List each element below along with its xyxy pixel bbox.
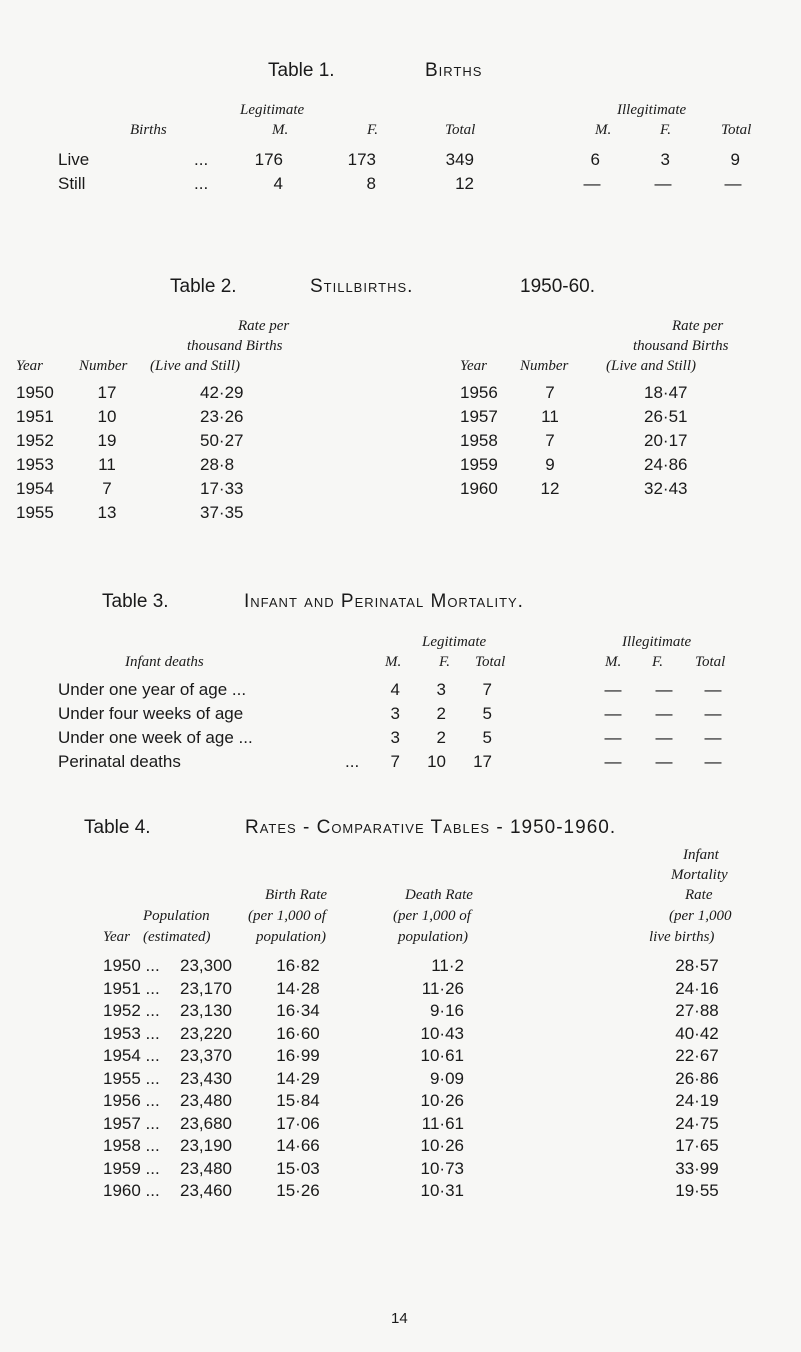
table4-header-mortality: Mortality	[671, 867, 728, 883]
table4-header-death-pop: population)	[398, 929, 468, 945]
cell-population: 23,480	[180, 1158, 232, 1178]
table3-title-name: Infant and Perinatal Mortality.	[244, 591, 524, 612]
cell-number: 7	[545, 431, 555, 450]
cell-death-rate: 10·26	[420, 1091, 464, 1110]
cell-ill-m: —	[604, 680, 622, 699]
table4-header-inf-per: (per 1,000	[669, 908, 732, 924]
cell-year: 1953	[16, 455, 54, 474]
cell-f: 10	[427, 752, 446, 771]
cell-year: 1960 ...	[103, 1181, 160, 1200]
cell-ill-m: 6	[590, 150, 600, 169]
row-label: Perinatal deaths	[58, 752, 181, 771]
table3-header-ill-f: F.	[652, 654, 663, 670]
table2-title-label: Table 2.	[170, 276, 237, 297]
cell-number: 13	[97, 503, 117, 522]
cell-year: 1959 ...	[103, 1158, 160, 1178]
row-label: Live	[58, 150, 90, 169]
cell-ill-total: —	[704, 704, 722, 723]
table3-header-legitimate: Legitimate	[422, 634, 487, 650]
table4-header-birth-per: (per 1,000 of	[248, 908, 326, 924]
cell-year: 1957 ...	[103, 1113, 160, 1133]
cell-population: 23,680	[180, 1113, 232, 1133]
cell-birth-rate: 14·29	[276, 1068, 320, 1088]
row-label: Under one year of age ...	[58, 680, 247, 699]
cell-population: 23,170	[180, 978, 232, 998]
cell-number: 11	[98, 455, 116, 474]
cell-f: 173	[347, 150, 376, 169]
table4-header-infant: Infant	[683, 847, 719, 863]
cell-f: 8	[366, 174, 376, 193]
cell-birth-rate: 17·06	[276, 1113, 320, 1133]
table1-header-births: Births	[130, 122, 167, 138]
cell-ill-m: —	[583, 174, 601, 193]
cell-number: 11	[541, 407, 559, 426]
cell-infant-rate: 40·42	[675, 1023, 719, 1043]
cell-rate: 42·29	[200, 383, 244, 402]
cell-number: 10	[97, 407, 117, 426]
cell-year: 1952	[16, 431, 54, 450]
cell-infant-rate: 28·57	[675, 956, 719, 975]
cell-birth-rate: 16·34	[276, 1001, 320, 1020]
cell-ill-f: —	[655, 728, 673, 747]
cell-population: 23,480	[180, 1091, 232, 1110]
cell-death-rate: 9·09	[429, 1068, 464, 1088]
cell-number: 17	[97, 383, 117, 402]
cell-infant-rate: 24·16	[675, 978, 719, 998]
cell-number: 7	[102, 479, 112, 498]
cell-total: 349	[445, 150, 474, 169]
cell-birth-rate: 15·84	[276, 1091, 320, 1110]
cell-year: 1959	[460, 455, 498, 474]
table4-header-death-rate: Death Rate	[405, 887, 473, 903]
cell-population: 23,300	[180, 956, 232, 975]
row-label: Under four weeks of age	[58, 704, 244, 723]
cell-infant-rate: 24·75	[675, 1113, 719, 1133]
table1-header-m: M.	[272, 122, 289, 138]
cell-ill-total: —	[704, 680, 722, 699]
cell-rate: 24·86	[644, 455, 688, 474]
cell-rate: 18·47	[644, 383, 688, 402]
cell-ill-m: —	[604, 728, 622, 747]
cell-death-rate: 10·26	[420, 1136, 464, 1155]
cell-m: 7	[390, 752, 400, 771]
cell-infant-rate: 17·65	[675, 1136, 719, 1155]
cell-year: 1954	[16, 479, 54, 498]
cell-death-rate: 10·73	[420, 1158, 464, 1178]
cell-rate: 20·17	[644, 431, 688, 450]
cell-year: 1950 ...	[103, 956, 160, 975]
cell-death-rate: 10·31	[420, 1181, 464, 1200]
table2-header-year-left: Year	[16, 358, 43, 374]
cell-birth-rate: 16·99	[276, 1046, 320, 1065]
cell-infant-rate: 27·88	[675, 1001, 719, 1020]
cell-year: 1954 ...	[103, 1046, 160, 1065]
cell-number: 7	[545, 383, 555, 402]
cell-year: 1951	[16, 407, 54, 426]
cell-ill-total: 9	[730, 150, 740, 169]
cell-m: 176	[254, 150, 283, 169]
table3-title-label: Table 3.	[102, 591, 169, 612]
cell-year: 1958 ...	[103, 1136, 160, 1155]
table3-header-infant-deaths: Infant deaths	[125, 654, 204, 670]
table2-header-year-right: Year	[460, 358, 487, 374]
table2-header-rate-left: Rate per	[238, 318, 290, 334]
table2-header-rate-right: Rate per	[672, 318, 724, 334]
cell-death-rate: 10·43	[420, 1023, 464, 1043]
cell-year: 1955 ...	[103, 1068, 160, 1088]
table3-header-ill-total: Total	[695, 654, 726, 670]
cell-infant-rate: 26·86	[675, 1068, 719, 1088]
table4-header-birth-rate: Birth Rate	[265, 887, 328, 903]
cell-rate: 28·8	[200, 455, 235, 474]
cell-ill-f: 3	[660, 150, 670, 169]
cell-rate: 26·51	[644, 407, 688, 426]
cell-ill-total: —	[724, 174, 742, 193]
cell-infant-rate: 33·99	[675, 1158, 719, 1178]
cell-total: 5	[482, 704, 492, 723]
cell-population: 23,220	[180, 1023, 232, 1043]
table3-header-ill-m: M.	[605, 654, 622, 670]
cell-year: 1952 ...	[103, 1001, 160, 1020]
table4-header-live-births: live births)	[649, 929, 715, 945]
table3-header-illegitimate: Illegitimate	[622, 634, 692, 650]
cell-ill-m: —	[604, 704, 622, 723]
table2-header-number-right: Number	[520, 358, 569, 374]
cell-total: 12	[455, 174, 474, 193]
cell-birth-rate: 15·26	[276, 1181, 320, 1200]
cell-year: 1953 ...	[103, 1023, 160, 1043]
table4-title-name: Rates - Comparative Tables - 1950-1960.	[245, 817, 617, 838]
cell-number: 12	[540, 479, 560, 498]
table1-header-ill-total: Total	[721, 122, 752, 138]
cell-year: 1956 ...	[103, 1091, 160, 1110]
cell-f: 2	[436, 728, 446, 747]
cell-birth-rate: 16·82	[276, 956, 320, 975]
table1-header-illegitimate: Illegitimate	[617, 102, 687, 118]
cell-death-rate: 9·16	[429, 1001, 464, 1020]
cell-death-rate: 11·61	[421, 1113, 464, 1133]
table2-header-number-left: Number	[79, 358, 128, 374]
cell-m: 3	[390, 704, 400, 723]
cell-number: 9	[545, 455, 555, 474]
cell-ill-f: —	[655, 680, 673, 699]
cell-birth-rate: 14·66	[276, 1136, 320, 1155]
cell-m: 4	[390, 680, 400, 699]
table4-title-label: Table 4.	[84, 817, 151, 838]
cell-infant-rate: 19·55	[675, 1181, 719, 1200]
cell-population: 23,190	[180, 1136, 232, 1155]
table1-header-ill-f: F.	[660, 122, 671, 138]
cell-rate: 37·35	[200, 503, 244, 522]
table3-header-m: M.	[385, 654, 402, 670]
table2-title-name: Stillbirths.	[310, 276, 414, 297]
cell-population: 23,370	[180, 1046, 232, 1065]
cell-rate: 23·26	[200, 407, 244, 426]
table2-title-years: 1950-60.	[520, 276, 596, 297]
cell-number: 19	[97, 431, 117, 450]
cell-ill-total: —	[704, 752, 722, 771]
table4-header-population: Population	[143, 908, 210, 924]
cell-death-rate: 10·61	[420, 1046, 464, 1065]
table4-header-estimated: (estimated)	[143, 929, 211, 945]
cell-rate: 32·43	[644, 479, 688, 498]
table4-header-death-per: (per 1,000 of	[393, 908, 471, 924]
cell-population: 23,430	[180, 1068, 232, 1088]
table1-header-ill-m: M.	[595, 122, 612, 138]
cell-year: 1957	[460, 407, 498, 426]
table2-header-livestill-right: (Live and Still)	[606, 358, 696, 374]
table2-header-livestill-left: (Live and Still)	[150, 358, 240, 374]
cell-total: 5	[482, 728, 492, 747]
row-dots: ...	[345, 752, 360, 771]
cell-year: 1958	[460, 431, 498, 450]
cell-infant-rate: 22·67	[675, 1046, 719, 1065]
cell-total: 7	[482, 680, 492, 699]
cell-rate: 50·27	[200, 431, 244, 450]
table1-title-label: Table 1.	[268, 60, 335, 81]
cell-rate: 17·33	[200, 479, 244, 498]
cell-birth-rate: 16·60	[276, 1023, 320, 1043]
cell-population: 23,130	[180, 1001, 232, 1020]
table1-title-name: Births	[425, 60, 483, 81]
cell-ill-f: —	[655, 752, 673, 771]
cell-ill-f: —	[654, 174, 672, 193]
row-dots: ...	[194, 150, 209, 169]
cell-total: 17	[473, 752, 492, 771]
row-label: Under one week of age ...	[58, 728, 253, 747]
cell-m: 4	[273, 174, 283, 193]
cell-year: 1956	[460, 383, 498, 402]
cell-ill-m: —	[604, 752, 622, 771]
table3-header-f: F.	[439, 654, 450, 670]
cell-year: 1960	[460, 479, 498, 498]
page-number: 14	[391, 1310, 408, 1327]
cell-birth-rate: 14·28	[276, 978, 320, 998]
table4-header-birth-pop: population)	[256, 929, 326, 945]
cell-death-rate: 11·2	[431, 956, 464, 975]
cell-infant-rate: 24·19	[675, 1091, 719, 1110]
row-label: Still	[58, 174, 86, 193]
table4-header-rate: Rate	[685, 887, 713, 903]
cell-m: 3	[390, 728, 400, 747]
table1-header-legitimate: Legitimate	[240, 102, 305, 118]
cell-population: 23,460	[180, 1181, 232, 1200]
table1-header-f: F.	[367, 122, 378, 138]
cell-death-rate: 11·26	[421, 978, 464, 998]
table2-header-births-right: thousand Births	[633, 338, 729, 354]
cell-birth-rate: 15·03	[276, 1158, 320, 1178]
cell-f: 3	[436, 680, 446, 699]
table4-header-year: Year	[103, 929, 130, 945]
cell-ill-total: —	[704, 728, 722, 747]
table3-header-total: Total	[475, 654, 506, 670]
cell-f: 2	[436, 704, 446, 723]
row-dots: ...	[194, 174, 209, 193]
cell-ill-f: —	[655, 704, 673, 723]
cell-year: 1951 ...	[103, 978, 160, 998]
table2-header-births-left: thousand Births	[187, 338, 283, 354]
cell-year: 1955	[16, 503, 54, 522]
cell-year: 1950	[16, 383, 54, 402]
table1-header-total: Total	[445, 122, 476, 138]
